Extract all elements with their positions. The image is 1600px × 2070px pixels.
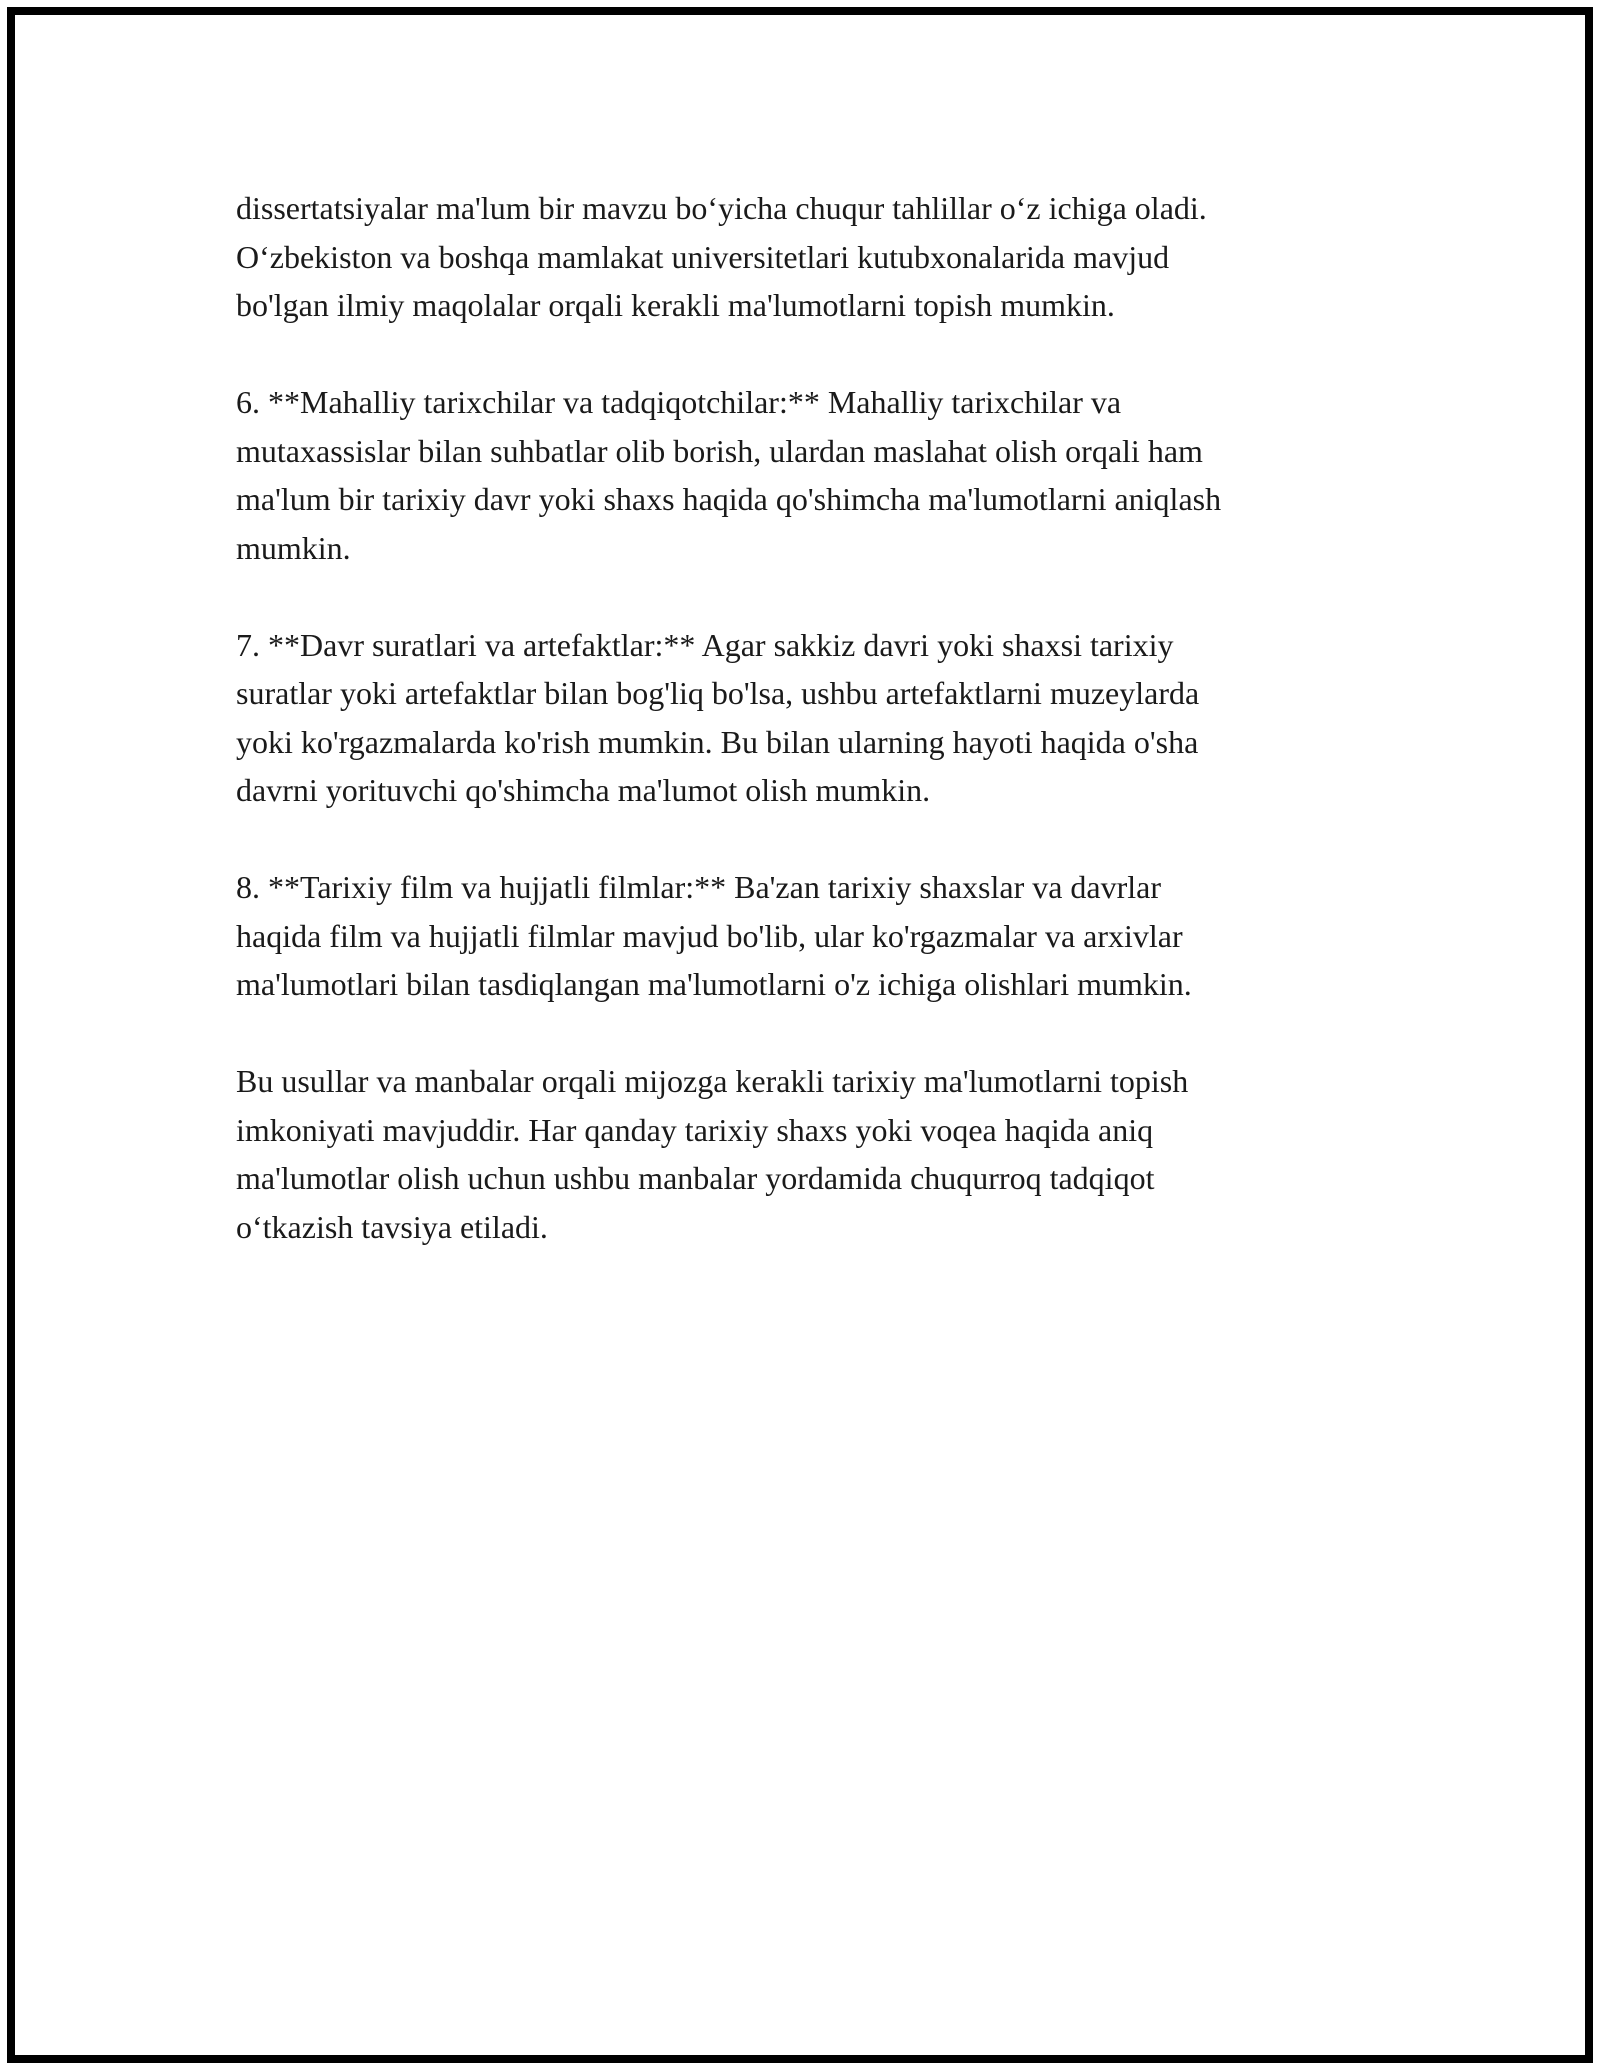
text-line: ma'lum bir tarixiy davr yoki shaxs haqida qo'shimcha ma'lumotlarni aniqlash	[236, 481, 1222, 517]
text-line: ma'lumotlar olish uchun ushbu manbalar yordamida chuqurroq tadqiqot	[236, 1160, 1155, 1196]
document-body	[236, 184, 1396, 1300]
text-line: O‘zbekiston va boshqa mamlakat universitetlari kutubxonalarida mavjud	[236, 238, 1170, 275]
paragraph-item-8	[236, 863, 1396, 1009]
text-line: dissertatsiyalar ma'lum bir mavzu bo‘yicha chuqur tahlillar o‘z ichiga oladi.	[236, 190, 1207, 226]
text-line: suratlar yoki artefaktlar bilan bog'liq bo'lsa, ushbu artefaktlarni muzeylarda	[236, 675, 1200, 711]
paragraph-conclusion	[236, 1057, 1396, 1251]
text-line: mumkin.	[236, 529, 351, 566]
text-line: 8. **Tarixiy film va hujjatli filmlar:** Ba'zan tarixiy shaxslar va davrlar	[236, 869, 1162, 905]
text-line: yoki ko'rgazmalarda ko'rish mumkin. Bu bilan ularning hayoti haqida o'sha	[236, 723, 1199, 760]
text-line: 7. **Davr suratlari va artefaktlar:** Agar sakkiz davri yoki shaxsi tarixiy	[236, 626, 1174, 663]
text-line: mutaxassislar bilan suhbatlar olib borish, ulardan maslahat olish orqali ham	[236, 432, 1203, 469]
text-line: davrni yorituvchi qo'shimcha ma'lumot olish mumkin.	[236, 772, 931, 808]
text-line: bo'lgan ilmiy maqolalar orqali kerakli ma'lumotlarni topish mumkin.	[236, 287, 1115, 323]
paragraph-item-7	[236, 621, 1396, 815]
text-line: haqida film va hujjatli filmlar mavjud bo'lib, ular ko'rgazmalar va arxivlar	[236, 917, 1183, 954]
text-line: 6. **Mahalliy tarixchilar va tadqiqotchilar:** Mahalliy tarixchilar va	[236, 384, 1122, 420]
paragraph-item-6	[236, 378, 1396, 572]
paragraph-dissertations	[236, 184, 1396, 330]
text-line: ma'lumotlari bilan tasdiqlangan ma'lumotlarni o'z ichiga olishlari mumkin.	[236, 966, 1192, 1002]
text-line: o‘tkazish tavsiya etiladi.	[236, 1208, 548, 1245]
text-line: Bu usullar va manbalar orqali mijozga kerakli tarixiy ma'lumotlarni topish	[236, 1063, 1189, 1099]
text-line: imkoniyati mavjuddir. Har qanday tarixiy shaxs yoki voqea haqida aniq	[236, 1111, 1154, 1148]
